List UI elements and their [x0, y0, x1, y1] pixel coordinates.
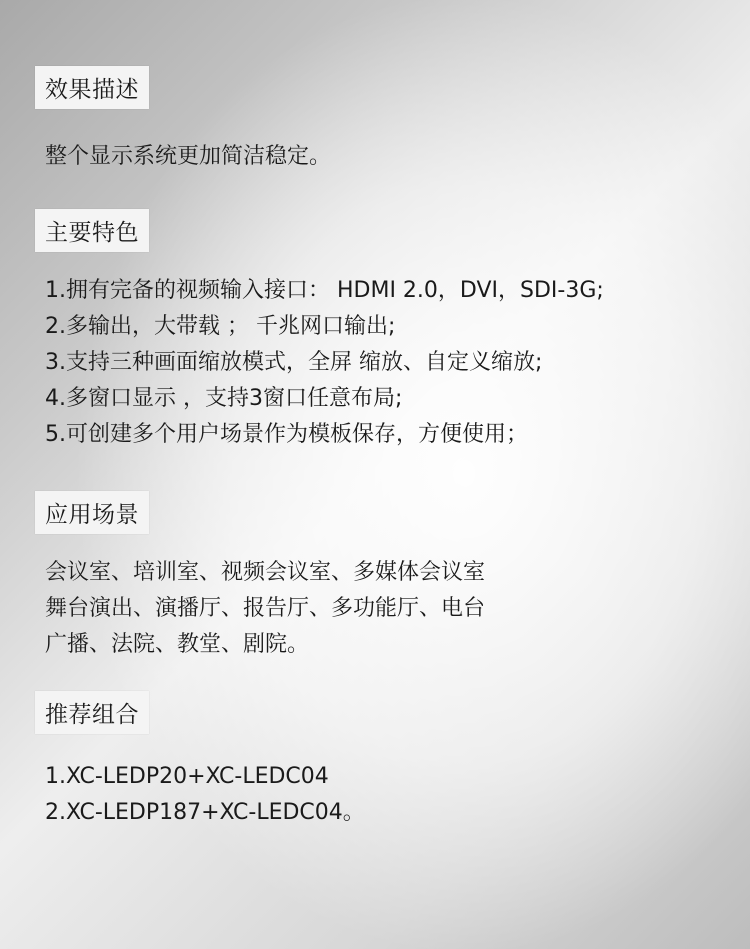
- section-header-applications: [35, 491, 149, 534]
- feature-item: 5.可创建多个用户场景作为模板保存，方便使用；: [45, 422, 528, 447]
- effect-description: [45, 139, 331, 175]
- recommend-item: 2.XC-LEDP187+XC-LEDC04。: [45, 800, 365, 825]
- application-line: 广播、法院、教堂、剧院。: [45, 632, 310, 657]
- application-line: 舞台演出、演播厅、报告厅、多功能厅、电台: [45, 596, 486, 621]
- section-header-recommend: [35, 691, 149, 734]
- feature-item: 2.多输出，大带载 ； 千兆网口输出;: [45, 314, 396, 339]
- applications-list: [45, 555, 485, 663]
- recommend-list: [45, 759, 365, 831]
- section-title-recommend: 推荐组合: [45, 702, 139, 728]
- feature-item: 4.多窗口显示 ，支持3窗口任意布局;: [45, 386, 403, 411]
- application-line: 会议室、培训室、视频会议室、多媒体会议室: [45, 560, 486, 585]
- section-title-applications: 应用场景: [45, 502, 139, 528]
- feature-item: 3.支持三种画面缩放模式，全屏 缩放、自定义缩放;: [45, 350, 543, 375]
- section-header-features: [35, 209, 149, 252]
- feature-item: 1.拥有完备的视频输入接口： HDMI 2.0，DVI，SDI-3G;: [45, 278, 604, 303]
- features-list: [45, 273, 604, 453]
- recommend-item: 1.XC-LEDP20+XC-LEDC04: [45, 764, 329, 789]
- section-title-features: 主要特色: [45, 220, 139, 246]
- section-title-effect: 效果描述: [45, 77, 139, 103]
- effect-line: 整个显示系统更加简洁稳定。: [45, 144, 332, 169]
- section-header-effect: [35, 66, 149, 109]
